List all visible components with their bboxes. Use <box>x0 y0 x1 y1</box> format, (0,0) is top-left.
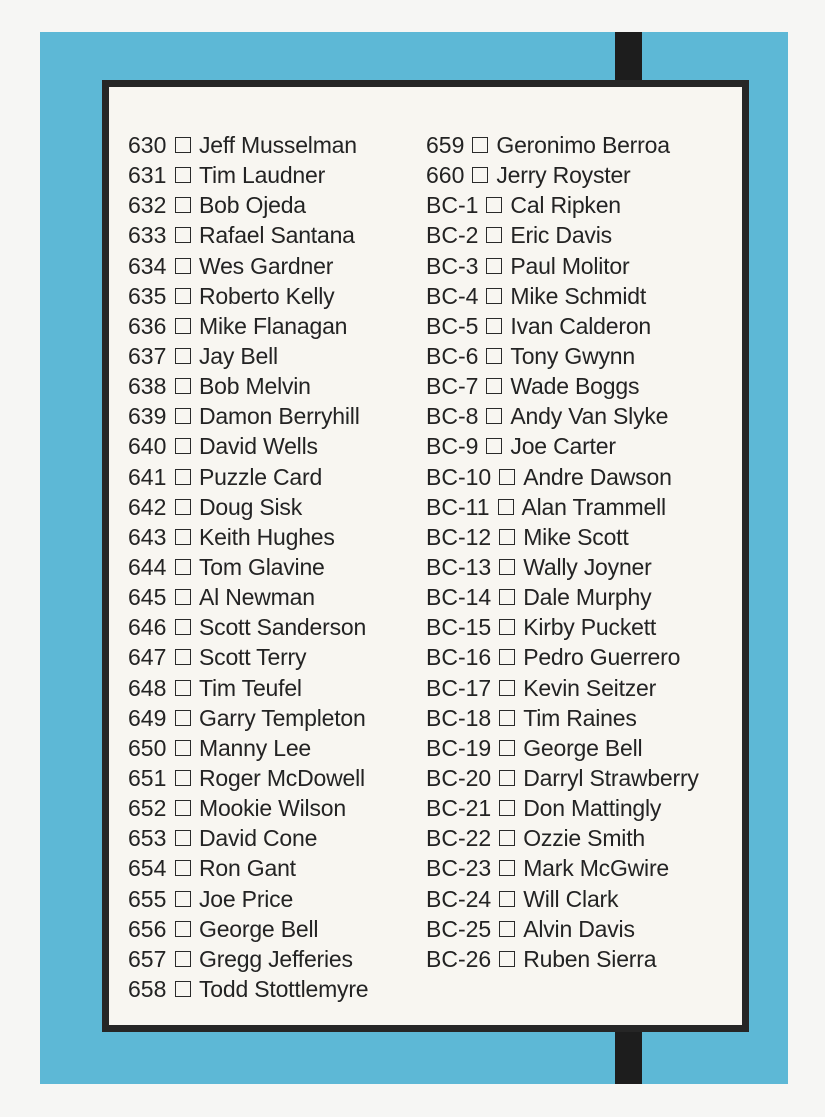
checklist-row <box>426 462 699 492</box>
checklist-row <box>128 944 368 974</box>
checklist-row <box>426 793 699 823</box>
checkbox-square[interactable] <box>499 649 515 665</box>
checklist-row <box>128 220 368 250</box>
checklist-row <box>128 974 368 1004</box>
checkbox-square[interactable] <box>499 860 515 876</box>
checkbox-square[interactable] <box>486 227 502 243</box>
card-number: BC-5 <box>426 312 479 339</box>
card-number: BC-25 <box>426 915 492 942</box>
checklist-row <box>128 703 368 733</box>
checkbox-square[interactable] <box>175 197 191 213</box>
checklist-column-left <box>128 130 368 1004</box>
checklist-row <box>426 311 699 341</box>
player-name: George Bell <box>199 915 319 942</box>
player-name: Dale Murphy <box>523 584 652 611</box>
card-number: BC-22 <box>426 825 492 852</box>
card-number: 644 <box>128 554 167 581</box>
player-name: Pedro Guerrero <box>523 644 681 671</box>
checklist-row <box>426 160 699 190</box>
checklist-row <box>426 733 699 763</box>
checkbox-square[interactable] <box>499 740 515 756</box>
checkbox-square[interactable] <box>175 529 191 545</box>
card-number: 636 <box>128 312 167 339</box>
checklist-row <box>426 190 699 220</box>
player-name: Don Mattingly <box>523 795 662 822</box>
checklist-frame <box>102 80 749 1032</box>
player-name: Cal Ripken <box>510 192 621 219</box>
card-number: BC-1 <box>426 192 479 219</box>
checklist-row <box>426 431 699 461</box>
checkbox-square[interactable] <box>499 529 515 545</box>
card-number: 655 <box>128 885 167 912</box>
checklist-row <box>128 612 368 642</box>
player-name: Alan Trammell <box>521 493 666 520</box>
card-number: 630 <box>128 132 167 159</box>
checkbox-square[interactable] <box>175 891 191 907</box>
card-number: BC-16 <box>426 644 492 671</box>
checklist-row <box>426 944 699 974</box>
checkbox-square[interactable] <box>175 137 191 153</box>
card-number: BC-23 <box>426 855 492 882</box>
card-number: BC-3 <box>426 252 479 279</box>
checklist-row <box>128 341 368 371</box>
card-number: BC-7 <box>426 373 479 400</box>
checklist-row <box>128 522 368 552</box>
card-number: 638 <box>128 373 167 400</box>
checkbox-square[interactable] <box>175 981 191 997</box>
checklist-row <box>426 642 699 672</box>
checkbox-square[interactable] <box>175 951 191 967</box>
card-number: 653 <box>128 825 167 852</box>
card-number: 645 <box>128 584 167 611</box>
player-name: Eric Davis <box>510 222 612 249</box>
checklist-row <box>128 281 368 311</box>
checkbox-square[interactable] <box>486 348 502 364</box>
card-number: BC-24 <box>426 885 492 912</box>
player-name: Tony Gwynn <box>510 343 635 370</box>
checklist-row <box>426 281 699 311</box>
checkbox-square[interactable] <box>175 680 191 696</box>
card-number: BC-11 <box>426 493 490 520</box>
checkbox-square[interactable] <box>472 167 488 183</box>
player-name: Andre Dawson <box>523 463 672 490</box>
checklist-row <box>128 492 368 522</box>
player-name: Will Clark <box>523 885 619 912</box>
card-number: BC-26 <box>426 945 492 972</box>
checklist-row <box>426 371 699 401</box>
card-number: 639 <box>128 403 167 430</box>
player-name: Jeff Musselman <box>199 132 357 159</box>
player-name: Doug Sisk <box>199 493 303 520</box>
checklist-row <box>128 763 368 793</box>
card-number: 652 <box>128 795 167 822</box>
card-number: 656 <box>128 915 167 942</box>
checkbox-square[interactable] <box>175 288 191 304</box>
player-name: Scott Sanderson <box>199 614 367 641</box>
card-number: 660 <box>426 162 465 189</box>
checklist-row <box>426 823 699 853</box>
checkbox-square[interactable] <box>486 258 502 274</box>
card-number: BC-9 <box>426 433 479 460</box>
player-name: Ruben Sierra <box>523 945 657 972</box>
card-number: 659 <box>426 132 465 159</box>
player-name: Wade Boggs <box>510 373 640 400</box>
checklist-row <box>426 522 699 552</box>
checklist-row <box>128 582 368 612</box>
checklist-row <box>128 431 368 461</box>
checklist-row <box>128 130 368 160</box>
card-number: 654 <box>128 855 167 882</box>
player-name: Joe Carter <box>510 433 616 460</box>
checklist-panel <box>109 87 742 1025</box>
checkbox-square[interactable] <box>175 589 191 605</box>
checkbox-square[interactable] <box>499 921 515 937</box>
card-number: BC-13 <box>426 554 492 581</box>
player-name: Rafael Santana <box>199 222 355 249</box>
checkbox-square[interactable] <box>499 619 515 635</box>
card-number: 634 <box>128 252 167 279</box>
checkbox-square[interactable] <box>486 408 502 424</box>
card-number: 642 <box>128 493 167 520</box>
player-name: Joe Price <box>199 885 294 912</box>
player-name: Kirby Puckett <box>523 614 657 641</box>
checklist-row <box>426 763 699 793</box>
card-number: 649 <box>128 704 167 731</box>
checkbox-square[interactable] <box>486 197 502 213</box>
checklist-row <box>426 703 699 733</box>
card-number: BC-12 <box>426 523 492 550</box>
checkbox-square[interactable] <box>175 438 191 454</box>
checklist-row <box>128 311 368 341</box>
checkbox-square[interactable] <box>499 589 515 605</box>
checkbox-square[interactable] <box>498 499 514 515</box>
checkbox-square[interactable] <box>175 649 191 665</box>
checklist-row <box>128 793 368 823</box>
checkbox-square[interactable] <box>175 619 191 635</box>
card-number: BC-10 <box>426 463 492 490</box>
checkbox-square[interactable] <box>499 830 515 846</box>
checkbox-square[interactable] <box>175 800 191 816</box>
card-number: 650 <box>128 734 167 761</box>
player-name: Bob Ojeda <box>199 192 306 219</box>
checklist-card <box>40 32 788 1084</box>
checklist-row <box>426 884 699 914</box>
checklist-row <box>426 401 699 431</box>
player-name: Ozzie Smith <box>523 825 645 852</box>
player-name: Damon Berryhill <box>199 403 360 430</box>
card-number: BC-2 <box>426 222 479 249</box>
checkbox-square[interactable] <box>499 951 515 967</box>
card-number: BC-6 <box>426 343 479 370</box>
card-number: 635 <box>128 282 167 309</box>
card-number: 647 <box>128 644 167 671</box>
checklist-row <box>128 552 368 582</box>
card-number: 651 <box>128 765 167 792</box>
checklist-row <box>426 220 699 250</box>
player-name: Geronimo Berroa <box>496 132 670 159</box>
card-number: 658 <box>128 976 167 1002</box>
checkbox-square[interactable] <box>486 438 502 454</box>
checklist-row <box>128 853 368 883</box>
player-name: Wes Gardner <box>199 252 334 279</box>
checklist-row <box>128 160 368 190</box>
player-name: Tim Teufel <box>199 674 302 701</box>
player-name: Paul Molitor <box>510 252 630 279</box>
checklist-row <box>128 462 368 492</box>
checklist-row <box>128 823 368 853</box>
player-name: Mike Flanagan <box>199 312 348 339</box>
checkbox-square[interactable] <box>175 258 191 274</box>
checklist-row <box>426 853 699 883</box>
card-number: 632 <box>128 192 167 219</box>
checklist-row <box>128 190 368 220</box>
checklist-row <box>426 492 699 522</box>
player-name: Andy Van Slyke <box>510 403 669 430</box>
player-name: Al Newman <box>199 584 315 611</box>
checklist-row <box>128 401 368 431</box>
checklist-row <box>426 612 699 642</box>
checklist-row <box>426 914 699 944</box>
player-name: Tom Glavine <box>199 554 325 581</box>
checklist-row <box>426 341 699 371</box>
card-number: 640 <box>128 433 167 460</box>
player-name: George Bell <box>523 734 643 761</box>
checkbox-square[interactable] <box>175 348 191 364</box>
card-number: BC-19 <box>426 734 492 761</box>
card-number: 646 <box>128 614 167 641</box>
player-name: Kevin Seitzer <box>523 674 657 701</box>
player-name: Mike Schmidt <box>510 282 647 309</box>
checkbox-square[interactable] <box>499 559 515 575</box>
player-name: Wally Joyner <box>523 554 652 581</box>
player-name: Darryl Strawberry <box>523 765 699 792</box>
player-name: Bob Melvin <box>199 373 311 400</box>
checklist-column-right <box>426 130 699 974</box>
player-name: Gregg Jefferies <box>199 945 353 972</box>
player-name: Roger McDowell <box>199 765 365 792</box>
checklist-row <box>128 251 368 281</box>
checkbox-square[interactable] <box>499 680 515 696</box>
player-name: David Cone <box>199 825 318 852</box>
checkbox-square[interactable] <box>499 770 515 786</box>
checkbox-square[interactable] <box>486 318 502 334</box>
player-name: Tim Laudner <box>199 162 326 189</box>
checkbox-square[interactable] <box>175 710 191 726</box>
bottom-black-stripe <box>615 1026 642 1084</box>
card-number: BC-17 <box>426 674 492 701</box>
card-number: BC-20 <box>426 765 492 792</box>
checkbox-square[interactable] <box>499 800 515 816</box>
player-name: Tim Raines <box>523 704 637 731</box>
checkbox-square[interactable] <box>486 378 502 394</box>
checklist-row <box>426 552 699 582</box>
card-number: 633 <box>128 222 167 249</box>
checklist-row <box>426 130 699 160</box>
player-name: Puzzle Card <box>199 463 323 490</box>
checkbox-square[interactable] <box>175 167 191 183</box>
player-name: Jerry Royster <box>496 162 631 189</box>
card-number: BC-21 <box>426 795 492 822</box>
checkbox-square[interactable] <box>175 770 191 786</box>
player-name: Ron Gant <box>199 855 296 882</box>
checkbox-square[interactable] <box>175 921 191 937</box>
checkbox-square[interactable] <box>499 710 515 726</box>
card-number: BC-4 <box>426 282 479 309</box>
checkbox-square[interactable] <box>499 891 515 907</box>
card-number: BC-8 <box>426 403 479 430</box>
checkbox-square[interactable] <box>175 830 191 846</box>
checklist-row <box>426 582 699 612</box>
checkbox-square[interactable] <box>472 137 488 153</box>
checkbox-square[interactable] <box>499 469 515 485</box>
checkbox-square[interactable] <box>486 288 502 304</box>
player-name: Garry Templeton <box>199 704 366 731</box>
player-name: Mookie Wilson <box>199 795 346 822</box>
card-number: 631 <box>128 162 167 189</box>
card-number: 657 <box>128 945 167 972</box>
checkbox-square[interactable] <box>175 227 191 243</box>
checklist-row <box>128 371 368 401</box>
player-name: Todd Stottlemyre <box>199 976 369 1002</box>
player-name: Scott Terry <box>199 644 307 671</box>
player-name: Roberto Kelly <box>199 282 335 309</box>
checklist-row <box>426 673 699 703</box>
card-number: 637 <box>128 343 167 370</box>
checkbox-square[interactable] <box>175 378 191 394</box>
card-number: 641 <box>128 463 167 490</box>
checklist-row <box>128 914 368 944</box>
card-number: BC-15 <box>426 614 492 641</box>
checklist-row <box>128 733 368 763</box>
checkbox-square[interactable] <box>175 408 191 424</box>
card-number: BC-18 <box>426 704 492 731</box>
player-name: Alvin Davis <box>523 915 635 942</box>
player-name: Mike Scott <box>523 523 629 550</box>
card-number: 643 <box>128 523 167 550</box>
checkbox-square[interactable] <box>175 740 191 756</box>
checkbox-square[interactable] <box>175 860 191 876</box>
checkbox-square[interactable] <box>175 559 191 575</box>
player-name: Manny Lee <box>199 734 311 761</box>
player-name: Ivan Calderon <box>510 312 652 339</box>
checkbox-square[interactable] <box>175 318 191 334</box>
player-name: David Wells <box>199 433 318 460</box>
card-number: 648 <box>128 674 167 701</box>
checklist-row <box>128 642 368 672</box>
player-name: Jay Bell <box>199 343 278 370</box>
checklist-row <box>426 251 699 281</box>
checkbox-square[interactable] <box>175 469 191 485</box>
card-number: BC-14 <box>426 584 492 611</box>
checkbox-square[interactable] <box>175 499 191 515</box>
player-name: Keith Hughes <box>199 523 335 550</box>
player-name: Mark McGwire <box>523 855 670 882</box>
checklist-row <box>128 884 368 914</box>
checklist-row <box>128 673 368 703</box>
